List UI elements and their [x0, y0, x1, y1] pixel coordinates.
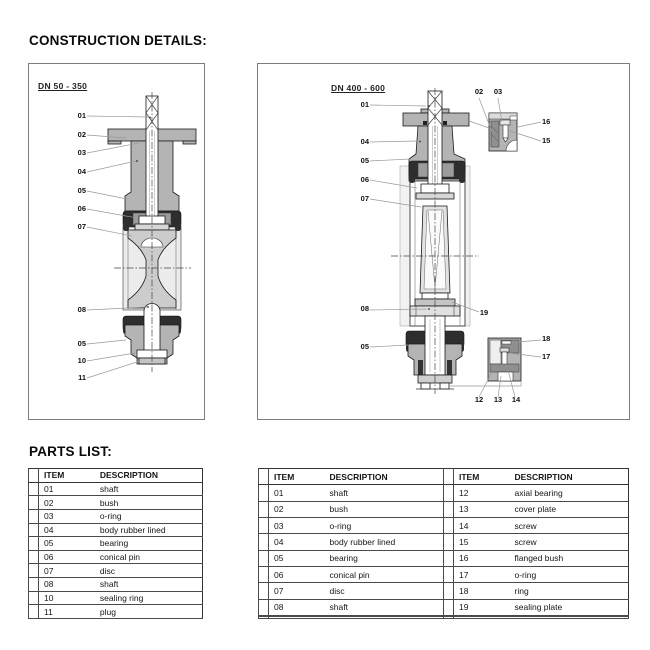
description-cell: shaft: [326, 599, 444, 615]
description-cell: shaft: [326, 485, 444, 501]
item-cell: 08: [269, 599, 326, 615]
description-cell: bearing: [326, 550, 444, 566]
valve-cross-section-dn400-600: [258, 64, 629, 419]
description-cell: bush: [96, 496, 203, 510]
table-gutter: [259, 599, 269, 615]
column-header: DESCRIPTION: [96, 469, 203, 483]
item-cell: [454, 617, 511, 619]
item-cell: 17: [454, 566, 511, 582]
description-cell: conical pin: [96, 550, 203, 564]
callout-04: 04: [360, 137, 369, 146]
table-gutter: [259, 469, 269, 485]
table-gutter: [259, 485, 269, 501]
description-cell: [326, 617, 444, 619]
parts-table-left: [28, 468, 203, 619]
callout-01: 01: [77, 111, 86, 120]
description-cell: disc: [326, 583, 444, 599]
diagram-box-dn50-350: [28, 63, 205, 420]
column-header: DESCRIPTION: [511, 469, 629, 485]
callout-03: 03: [493, 87, 503, 96]
callout-05-lower: 05: [360, 342, 369, 351]
table-gutter: [444, 534, 454, 550]
callout-13: 13: [493, 395, 503, 404]
item-cell: 02: [39, 496, 96, 510]
callout-02: 02: [77, 130, 86, 139]
callout-08: 08: [360, 304, 369, 313]
table-gutter: [444, 599, 454, 615]
table-gutter: [444, 501, 454, 517]
callout-06: 06: [360, 175, 369, 184]
table-gutter: [29, 564, 39, 578]
description-cell: shaft: [96, 578, 203, 592]
item-cell: 02: [269, 501, 326, 517]
item-cell: 11: [39, 605, 96, 619]
table-gutter: [259, 583, 269, 599]
item-cell: 14: [454, 517, 511, 533]
callout-04: 04: [77, 167, 86, 176]
description-cell: o-ring: [511, 566, 629, 582]
description-cell: o-ring: [96, 509, 203, 523]
description-cell: cover plate: [511, 501, 629, 517]
item-cell: 15: [454, 534, 511, 550]
description-cell: ring: [511, 583, 629, 599]
column-header: DESCRIPTION: [326, 469, 444, 485]
table-gutter: [444, 550, 454, 566]
table-gutter: [29, 550, 39, 564]
table-gutter: [444, 469, 454, 485]
construction-details-heading: CONSTRUCTION DETAILS:: [29, 33, 207, 48]
description-cell: screw: [511, 534, 629, 550]
item-cell: 10: [39, 591, 96, 605]
table-gutter: [29, 469, 39, 483]
callout-18: 18: [542, 334, 551, 343]
item-cell: 04: [39, 523, 96, 537]
item-cell: 05: [269, 550, 326, 566]
callout-11: 11: [78, 373, 86, 382]
parts-table-right: [258, 468, 629, 619]
callout-15: 15: [542, 136, 551, 145]
table-gutter: [29, 537, 39, 551]
table-gutter: [444, 583, 454, 599]
item-cell: 13: [454, 501, 511, 517]
item-cell: 08: [39, 578, 96, 592]
table-gutter: [259, 550, 269, 566]
description-cell: conical pin: [326, 566, 444, 582]
item-cell: 18: [454, 583, 511, 599]
callout-14: 14: [511, 395, 521, 404]
item-cell: 01: [39, 482, 96, 496]
column-header: ITEM: [39, 469, 96, 483]
table-gutter: [259, 534, 269, 550]
callout-12: 12: [474, 395, 484, 404]
description-cell: body rubber lined: [326, 534, 444, 550]
item-cell: 03: [39, 509, 96, 523]
description-cell: bush: [326, 501, 444, 517]
table-gutter: [259, 566, 269, 582]
description-cell: axial bearing: [511, 485, 629, 501]
table-gutter: [259, 517, 269, 533]
column-header: ITEM: [269, 469, 326, 485]
table-gutter: [444, 566, 454, 582]
description-cell: body rubber lined: [96, 523, 203, 537]
callout-01: 01: [360, 100, 369, 109]
callout-05: 05: [77, 186, 86, 195]
item-cell: 06: [269, 566, 326, 582]
table-gutter: [29, 523, 39, 537]
callout-02: 02: [474, 87, 484, 96]
callout-03: 03: [77, 148, 86, 157]
description-cell: bearing: [96, 537, 203, 551]
range-label-dn50-350: DN 50 - 350: [38, 81, 88, 91]
diagram-box-dn400-600: [257, 63, 630, 420]
column-header: ITEM: [454, 469, 511, 485]
item-cell: 05: [39, 537, 96, 551]
item-cell: 19: [454, 599, 511, 615]
inset-detail-bottom: [488, 338, 521, 381]
table-gutter: [444, 485, 454, 501]
table-gutter: [29, 509, 39, 523]
callout-07: 07: [77, 222, 86, 231]
table-gutter: [29, 605, 39, 619]
table-gutter: [444, 517, 454, 533]
description-cell: shaft: [96, 482, 203, 496]
description-cell: sealing plate: [511, 599, 629, 615]
callout-17: 17: [542, 352, 551, 361]
item-cell: 07: [269, 583, 326, 599]
callout-05: 05: [360, 156, 369, 165]
item-cell: 06: [39, 550, 96, 564]
description-cell: [511, 617, 629, 619]
item-cell: 01: [269, 485, 326, 501]
callout-16: 16: [542, 117, 551, 126]
item-cell: 04: [269, 534, 326, 550]
parts-list-heading: PARTS LIST:: [29, 444, 112, 459]
description-cell: plug: [96, 605, 203, 619]
callout-07: 07: [360, 194, 369, 203]
description-cell: disc: [96, 564, 203, 578]
valve-cross-section-dn50-350: [29, 64, 204, 419]
description-cell: screw: [511, 517, 629, 533]
description-cell: o-ring: [326, 517, 444, 533]
item-cell: [269, 617, 326, 619]
range-label-dn400-600: DN 400 - 600: [331, 83, 386, 93]
item-cell: 03: [269, 517, 326, 533]
callout-19: 19: [479, 308, 489, 317]
callout-08: 08: [77, 305, 86, 314]
callout-10: 10: [77, 356, 86, 365]
description-cell: sealing ring: [96, 591, 203, 605]
callout-06: 06: [77, 204, 86, 213]
table-gutter: [444, 617, 454, 619]
item-cell: 12: [454, 485, 511, 501]
item-cell: 16: [454, 550, 511, 566]
table-gutter: [29, 482, 39, 496]
table-gutter: [259, 501, 269, 517]
table-gutter: [259, 617, 269, 619]
item-cell: 07: [39, 564, 96, 578]
description-cell: flanged bush: [511, 550, 629, 566]
callout-05-lower: 05: [77, 339, 86, 348]
table-gutter: [29, 578, 39, 592]
table-gutter: [29, 496, 39, 510]
table-gutter: [29, 591, 39, 605]
